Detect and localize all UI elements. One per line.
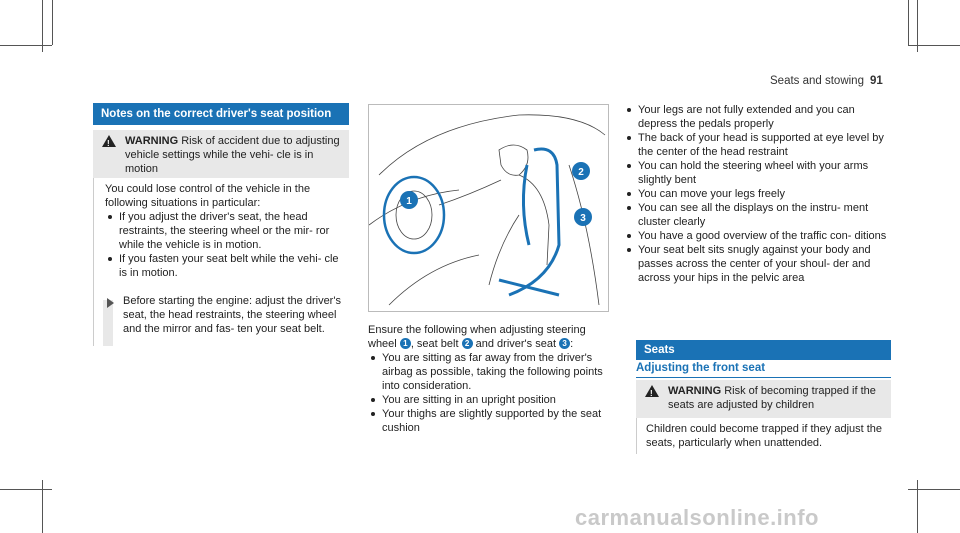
- warning-label: WARNING: [668, 385, 722, 397]
- callout-2: 2: [578, 167, 584, 178]
- callout-2-badge: 2: [462, 338, 473, 349]
- crop-mark: [908, 0, 909, 45]
- list-item: Your legs are not fully extended and you can depress the pedals properly: [624, 103, 892, 131]
- left-intro: You could lose control of the vehicle in the following situations in particular:: [105, 183, 311, 209]
- watermark: carmanualsonline.info: [575, 505, 819, 530]
- warning-box: [93, 130, 349, 178]
- crop-mark: [52, 0, 53, 45]
- warning-icon: [645, 385, 659, 397]
- intro-text: and driver's seat: [475, 338, 557, 350]
- running-header-title: Seats and stowing: [770, 75, 864, 87]
- list-item: You are sitting in an upright position: [368, 393, 613, 407]
- callout-1-badge: 1: [400, 338, 411, 349]
- box-border: [93, 178, 94, 346]
- list-item: If you adjust the driver's seat, the head restraints, the steering wheel or the mir- ror while the vehicle is in motion.: [105, 210, 345, 252]
- subsection-title: Adjusting the front seat: [636, 362, 891, 378]
- left-body: [105, 182, 345, 280]
- list-item: You can see all the displays on the instru- ment cluster clearly: [624, 201, 892, 229]
- warning-box: [636, 380, 891, 418]
- crop-mark: [42, 0, 43, 52]
- list-item: The back of your head is supported at eye level by the center of the head restraint: [624, 131, 892, 159]
- right-bullet-list: [624, 103, 892, 285]
- page-number: 91: [870, 75, 883, 87]
- list-item: Your seat belt sits snugly against your body and passes across the center of your shoul- der and across your hips in the pelvic area: [624, 243, 892, 285]
- note-text: Before starting the engine: adjust the driver's seat, the head restraints, the steering wheel and the mirror and fas- ten your seat belt.: [123, 295, 341, 335]
- intro-text: :: [570, 338, 574, 350]
- seats-section-title: Seats: [636, 340, 891, 360]
- illustration-svg: [369, 105, 608, 311]
- section-title: Notes on the correct driver's seat position: [93, 103, 349, 125]
- crop-mark: [42, 480, 43, 533]
- crop-mark: [908, 489, 960, 490]
- warning-text: Risk of accident due to adjusting vehicle settings while the vehi- cle is in motion: [125, 135, 340, 175]
- crop-mark: [908, 45, 960, 46]
- right-warning-body: Children could become trapped if they adjust the seats, particularly when unattended.: [646, 423, 883, 449]
- list-item: You can hold the steering wheel with your arms slightly bent: [624, 159, 892, 187]
- arrow-right-icon: [107, 298, 114, 308]
- right-body: [624, 103, 892, 285]
- intro-text: Ensure the following when adjusting steering wheel: [368, 324, 586, 350]
- driver-seat-illustration: [368, 104, 609, 312]
- crop-mark: [0, 489, 52, 490]
- left-bullet-list: [105, 210, 345, 280]
- crop-mark: [917, 0, 918, 52]
- crop-mark: [917, 480, 918, 533]
- callout-1: 1: [406, 196, 412, 207]
- warning-icon: [102, 135, 116, 147]
- callout-3-badge: 3: [559, 338, 570, 349]
- list-item: Your thighs are slightly supported by the seat cushion: [368, 407, 613, 435]
- middle-bullet-list: [368, 351, 613, 435]
- warning-text: Risk of becoming trapped if the seats are adjusted by children: [668, 385, 876, 411]
- list-item: You have a good overview of the traffic con- ditions: [624, 229, 892, 243]
- list-item: If you fasten your seat belt while the vehi- cle is in motion.: [105, 252, 345, 280]
- middle-body: [368, 323, 613, 435]
- list-item: You can move your legs freely: [624, 187, 892, 201]
- callout-3: 3: [580, 213, 586, 224]
- intro-text: , seat belt: [410, 338, 459, 350]
- box-border: [636, 418, 637, 454]
- list-item: You are sitting as far away from the driver's airbag as possible, taking the following points into consideration.: [368, 351, 613, 393]
- middle-intro: [368, 323, 613, 351]
- crop-mark: [0, 45, 52, 46]
- warning-label: WARNING: [125, 135, 179, 147]
